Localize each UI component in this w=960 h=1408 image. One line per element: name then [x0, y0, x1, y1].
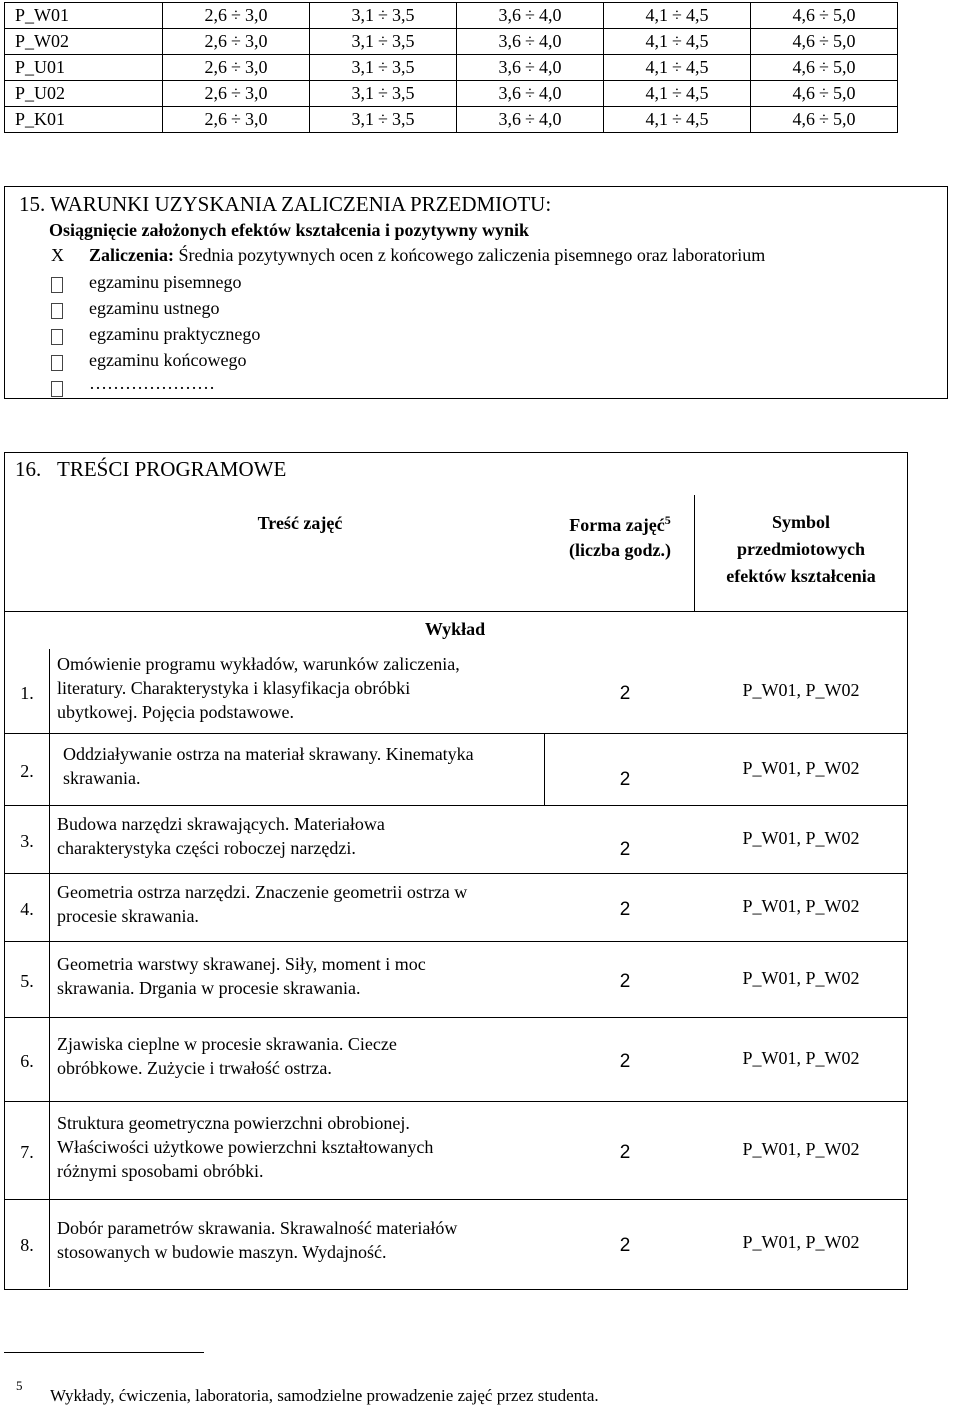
range-from: 3,6: [498, 31, 522, 51]
row-hours: 2: [619, 1235, 631, 1256]
col-header-symbol: Symbol przedmiotowych efektów kształcenia: [726, 512, 876, 586]
grade-range: [310, 55, 457, 81]
range-to: 3,5: [391, 109, 415, 129]
checkbox-final-exam[interactable]: [51, 355, 63, 371]
range-to: 3,0: [244, 31, 268, 51]
range-to: 4,0: [538, 109, 562, 129]
grade-row: [5, 81, 898, 107]
row-topic: [57, 652, 547, 724]
range-from: 3,6: [498, 5, 522, 25]
topic-line: skrawania. Drgania w procesie skrawania.: [57, 978, 361, 998]
col-header-content: Treść zajęć: [257, 513, 343, 533]
grade-range: [163, 29, 310, 55]
range-from: 2,6: [204, 57, 228, 77]
option-oral-exam: egzaminu ustnego: [89, 298, 220, 318]
range-to: 5,0: [832, 5, 856, 25]
grade-range: [457, 3, 604, 29]
range-from: 4,6: [792, 83, 816, 103]
row-number: 1.: [20, 683, 34, 703]
checkbox-written-exam[interactable]: [51, 277, 63, 293]
topic-line: Oddziaływanie ostrza na materiał skrawany. Kinematyka: [63, 744, 474, 764]
range-to: 5,0: [832, 31, 856, 51]
grade-row: [5, 55, 898, 81]
grade-range: [310, 3, 457, 29]
grade-range: [604, 81, 751, 107]
range-to: 4,0: [538, 83, 562, 103]
row-topic: [57, 1111, 547, 1183]
section-15-title: 15. WARUNKI UZYSKANIA ZALICZENIA PRZEDMIOTU:: [19, 192, 552, 216]
grade-range: [751, 55, 898, 81]
grade-range: [751, 3, 898, 29]
divide-symbol: ÷: [378, 31, 388, 51]
credit-text: Średnia pozytywnych ocen z końcowego zaliczenia pisemnego oraz laboratorium: [173, 245, 766, 265]
section-16-number: 16.: [15, 457, 42, 481]
range-from: 2,6: [204, 31, 228, 51]
grade-range: [163, 107, 310, 133]
row-symbol: P_W01, P_W02: [742, 1232, 860, 1252]
range-from: 4,6: [792, 5, 816, 25]
divide-symbol: ÷: [231, 57, 241, 77]
grade-row: [5, 107, 898, 133]
divide-symbol: ÷: [819, 5, 829, 25]
row-symbol: P_W01, P_W02: [742, 968, 860, 988]
option-final-exam: egzaminu końcowego: [89, 350, 247, 370]
divide-symbol: ÷: [231, 31, 241, 51]
row-number: 2.: [20, 761, 34, 781]
divide-symbol: ÷: [378, 57, 388, 77]
row-symbol: P_W01, P_W02: [742, 828, 860, 848]
divide-symbol: ÷: [672, 5, 682, 25]
topic-line: stosowanych w budowie maszyn. Wydajność.: [57, 1242, 387, 1262]
row-topic: [57, 1216, 547, 1264]
range-to: 4,5: [685, 31, 709, 51]
divide-symbol: ÷: [231, 83, 241, 103]
topic-line: Budowa narzędzi skrawających. Materiałowa: [57, 814, 385, 834]
row-symbol: P_W01, P_W02: [742, 680, 860, 700]
pass-option-credit: [89, 245, 765, 266]
range-from: 4,6: [792, 109, 816, 129]
range-to: 5,0: [832, 83, 856, 103]
range-from: 2,6: [204, 83, 228, 103]
topic-line: skrawania.: [63, 768, 141, 788]
range-from: 3,1: [351, 31, 375, 51]
grade-code: P_U01: [5, 55, 163, 81]
divide-symbol: ÷: [819, 31, 829, 51]
grade-code: P_U02: [5, 81, 163, 107]
option-practical-exam: egzaminu praktycznego: [89, 324, 261, 344]
range-from: 4,1: [645, 5, 669, 25]
topic-line: Struktura geometryczna powierzchni obrobionej.: [57, 1113, 410, 1133]
range-from: 3,1: [351, 5, 375, 25]
section-16-title: TREŚCI PROGRAMOWE: [57, 457, 287, 481]
grade-range: [751, 81, 898, 107]
divide-symbol: ÷: [672, 57, 682, 77]
row-hours: 2: [619, 1051, 631, 1072]
range-from: 2,6: [204, 5, 228, 25]
checkbox-oral-exam[interactable]: [51, 303, 63, 319]
row-symbol: P_W01, P_W02: [742, 758, 860, 778]
row-number: 3.: [20, 831, 34, 851]
grade-range: [457, 81, 604, 107]
grade-range: [310, 81, 457, 107]
grade-code: P_K01: [5, 107, 163, 133]
row-number: 5.: [20, 971, 34, 991]
row-symbol: P_W01, P_W02: [742, 1048, 860, 1068]
row-symbol: P_W01, P_W02: [742, 1139, 860, 1159]
topic-line: procesie skrawania.: [57, 906, 199, 926]
range-from: 4,6: [792, 57, 816, 77]
grade-range: [457, 55, 604, 81]
footnote-separator: [4, 1352, 204, 1353]
range-from: 2,6: [204, 109, 228, 129]
grade-range: [310, 29, 457, 55]
topic-line: Właściwości użytkowe powierzchni kształtowanych: [57, 1137, 434, 1157]
row-topic: [57, 880, 547, 928]
range-to: 3,5: [391, 31, 415, 51]
topic-line: różnymi sposobami obróbki.: [57, 1161, 264, 1181]
grade-range: [604, 55, 751, 81]
divide-symbol: ÷: [231, 5, 241, 25]
row-hours: 2: [619, 769, 631, 790]
divide-symbol: ÷: [819, 109, 829, 129]
divide-symbol: ÷: [378, 83, 388, 103]
col-header-form: Forma zajęć$^5$ (liczba godz.): [569, 513, 671, 560]
credit-label: Zaliczenia:: [89, 245, 174, 265]
grade-range: [163, 55, 310, 81]
topic-line: obróbkowe. Zużycie i trwałość ostrza.: [57, 1058, 332, 1078]
grade-code: P_W01: [5, 3, 163, 29]
row-hours: 2: [619, 899, 631, 920]
row-hours: 2: [619, 971, 631, 992]
range-to: 5,0: [832, 109, 856, 129]
grade-range: [751, 107, 898, 133]
section-15-pass-conditions: [4, 186, 948, 399]
grade-range: [604, 3, 751, 29]
row-symbol: P_W01, P_W02: [742, 896, 860, 916]
section-16-program-content: [4, 452, 908, 1290]
range-from: 3,1: [351, 109, 375, 129]
grade-range: [163, 3, 310, 29]
grade-table: [4, 2, 898, 133]
row-number: 7.: [20, 1142, 34, 1162]
topic-line: Zjawiska cieplne w procesie skrawania. Ciecze: [57, 1034, 397, 1054]
range-from: 4,1: [645, 31, 669, 51]
range-to: 3,0: [244, 83, 268, 103]
topic-line: literatury. Charakterystyka i klasyfikacja obróbki: [57, 678, 411, 698]
divide-symbol: ÷: [231, 109, 241, 129]
range-to: 3,5: [391, 83, 415, 103]
row-hours: 2: [619, 1142, 631, 1163]
range-to: 4,5: [685, 5, 709, 25]
range-from: 3,6: [498, 109, 522, 129]
divide-symbol: ÷: [525, 31, 535, 51]
range-from: 4,6: [792, 31, 816, 51]
range-to: 3,5: [391, 5, 415, 25]
range-to: 4,5: [685, 57, 709, 77]
row-hours: 2: [619, 839, 631, 860]
row-topic: [63, 742, 553, 790]
range-from: 3,1: [351, 83, 375, 103]
checkbox-practical-exam[interactable]: [51, 329, 63, 345]
divide-symbol: ÷: [378, 109, 388, 129]
range-to: 3,0: [244, 5, 268, 25]
divide-symbol: ÷: [525, 109, 535, 129]
range-to: 3,0: [244, 57, 268, 77]
grade-range: [163, 81, 310, 107]
range-to: 4,5: [685, 109, 709, 129]
range-to: 5,0: [832, 57, 856, 77]
topic-line: Dobór parametrów skrawania. Skrawalność materiałów: [57, 1218, 458, 1238]
topic-line: ubytkowej. Pojęcia podstawowe.: [57, 702, 294, 722]
divide-symbol: ÷: [672, 31, 682, 51]
checkbox-other[interactable]: [51, 381, 63, 397]
divide-symbol: ÷: [672, 83, 682, 103]
range-from: 3,6: [498, 57, 522, 77]
divide-symbol: ÷: [525, 5, 535, 25]
row-topic: [57, 1032, 547, 1080]
group-lecture: Wykład: [424, 619, 486, 639]
grade-row: [5, 3, 898, 29]
checked-mark: X: [51, 245, 64, 265]
option-written-exam: egzaminu pisemnego: [89, 272, 242, 292]
range-to: 3,5: [391, 57, 415, 77]
row-number: 6.: [20, 1051, 34, 1071]
row-topic: [57, 812, 547, 860]
option-other: …………………: [89, 373, 215, 393]
range-from: 3,6: [498, 83, 522, 103]
grade-code: P_W02: [5, 29, 163, 55]
footnote-text: Wykłady, ćwiczenia, laboratoria, samodzielne prowadzenie zajęć przez studenta.: [50, 1386, 599, 1405]
row-number: 8.: [20, 1235, 34, 1255]
divide-symbol: ÷: [525, 83, 535, 103]
grade-range: [751, 29, 898, 55]
section-15-subtitle: Osiągnięcie założonych efektów kształcenia i pozytywny wynik: [49, 220, 529, 240]
divide-symbol: ÷: [378, 5, 388, 25]
grade-range: [457, 29, 604, 55]
grade-range: [604, 107, 751, 133]
row-hours: 2: [619, 683, 631, 704]
grade-row: [5, 29, 898, 55]
footnote-number: 5: [16, 1378, 23, 1393]
range-from: 3,1: [351, 57, 375, 77]
divide-symbol: ÷: [819, 83, 829, 103]
divide-symbol: ÷: [819, 57, 829, 77]
grade-range: [310, 107, 457, 133]
divide-symbol: ÷: [672, 109, 682, 129]
row-topic: [57, 952, 547, 1000]
range-from: 4,1: [645, 83, 669, 103]
divide-symbol: ÷: [525, 57, 535, 77]
topic-line: charakterystyka części roboczej narzędzi.: [57, 838, 356, 858]
range-to: 4,0: [538, 5, 562, 25]
range-to: 4,0: [538, 31, 562, 51]
range-to: 4,5: [685, 83, 709, 103]
grade-range: [457, 107, 604, 133]
grade-range: [604, 29, 751, 55]
topic-line: Geometria ostrza narzędzi. Znaczenie geometrii ostrza w: [57, 882, 468, 902]
range-from: 4,1: [645, 109, 669, 129]
topic-line: Geometria warstwy skrawanej. Siły, moment i moc: [57, 954, 426, 974]
range-to: 4,0: [538, 57, 562, 77]
topic-line: Omówienie programu wykładów, warunków zaliczenia,: [57, 654, 460, 674]
range-to: 3,0: [244, 109, 268, 129]
row-number: 4.: [20, 899, 34, 919]
range-from: 4,1: [645, 57, 669, 77]
